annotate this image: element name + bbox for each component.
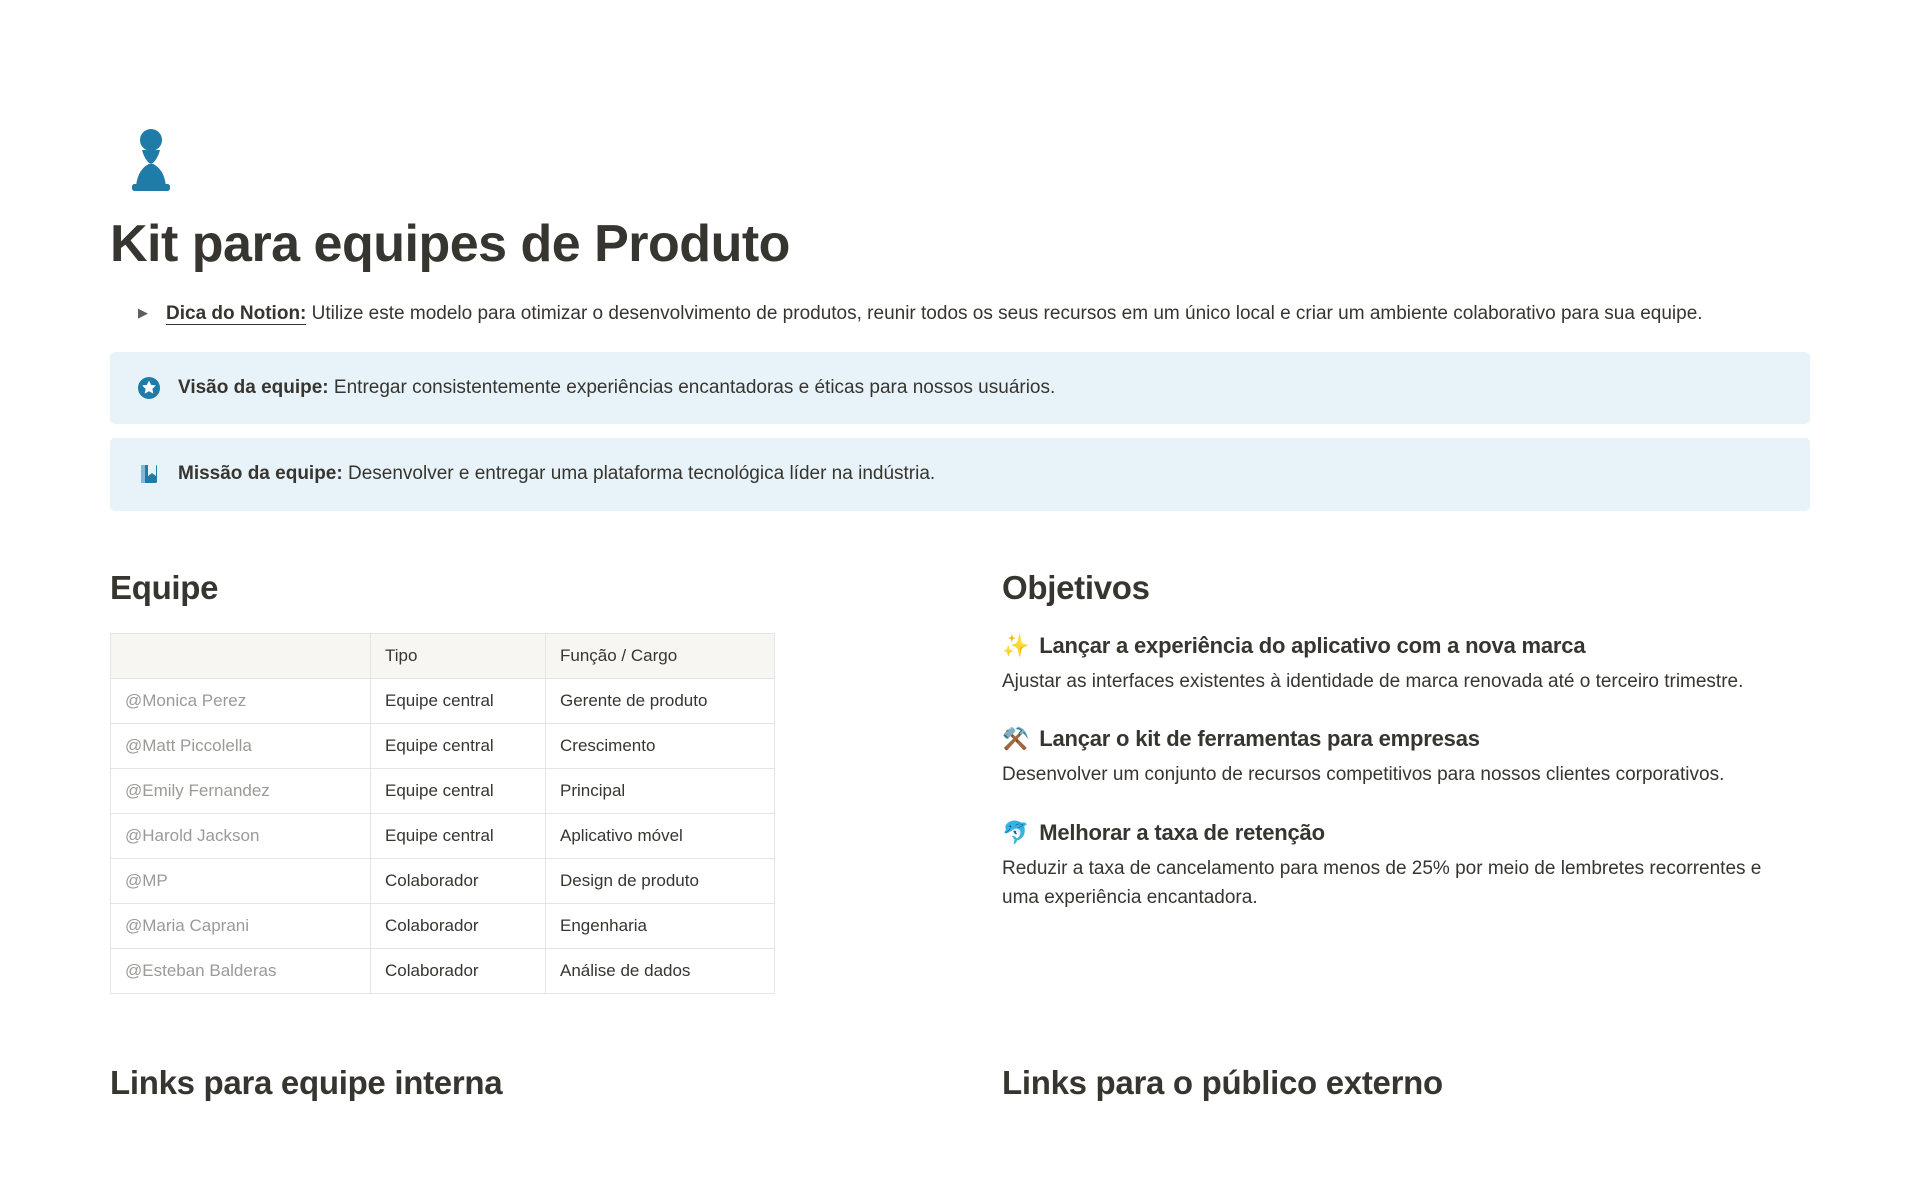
objective-title-row xyxy=(1002,633,1810,659)
table-row[interactable] xyxy=(111,813,775,858)
team-table-head xyxy=(111,633,775,678)
callout-mission-text xyxy=(178,460,935,489)
cell-type[interactable]: Colaborador xyxy=(371,948,546,993)
table-row[interactable] xyxy=(111,858,775,903)
cell-type[interactable]: Equipe central xyxy=(371,723,546,768)
objective-item xyxy=(1002,633,1810,696)
notion-tip-body: Utilize este modelo para otimizar o desenvolvimento de produtos, reunir todos os seus recursos em um único local e criar um ambiente colaborativo para sua equipe. xyxy=(306,303,1703,325)
table-row[interactable] xyxy=(111,678,775,723)
cell-role[interactable]: Análise de dados xyxy=(546,948,775,993)
objective-description: Desenvolver um conjunto de recursos competitivos para nossos clientes corporativos. xyxy=(1002,764,1725,786)
table-row[interactable] xyxy=(111,723,775,768)
cell-name[interactable]: @Emily Fernandez xyxy=(111,768,371,813)
cell-role[interactable]: Crescimento xyxy=(546,723,775,768)
cell-type[interactable]: Equipe central xyxy=(371,768,546,813)
links-columns xyxy=(110,1064,1810,1102)
chevron-right-icon[interactable]: ▶ xyxy=(138,305,148,321)
bookmark-flag-icon xyxy=(136,461,162,487)
cell-role[interactable]: Engenharia xyxy=(546,903,775,948)
cell-type[interactable]: Colaborador xyxy=(371,858,546,903)
objective-item xyxy=(1002,820,1810,913)
page-content xyxy=(110,0,1810,1102)
cell-role[interactable]: Gerente de produto xyxy=(546,678,775,723)
notion-tip-text xyxy=(166,299,1703,330)
notion-tip-toggle[interactable] xyxy=(138,299,1778,330)
chess-pawn-icon[interactable] xyxy=(112,120,190,198)
team-heading: Equipe xyxy=(110,568,219,606)
team-column xyxy=(110,569,918,994)
cell-role[interactable]: Principal xyxy=(546,768,775,813)
page-title: Kit para equipes de Produto xyxy=(110,215,790,273)
cell-type[interactable]: Equipe central xyxy=(371,813,546,858)
table-row[interactable] xyxy=(111,903,775,948)
team-table-body xyxy=(111,678,775,993)
team-table xyxy=(110,633,775,994)
objective-description: Reduzir a taxa de cancelamento para menos de 25% por meio de lembretes recorrentes e uma experiência encantadora. xyxy=(1002,857,1762,909)
cell-name[interactable]: @Maria Caprani xyxy=(111,903,371,948)
star-badge-icon xyxy=(136,375,162,401)
internal-links-column xyxy=(110,1064,918,1102)
dolphin-icon: 🐬 xyxy=(1002,819,1030,845)
objective-item xyxy=(1002,726,1810,789)
cell-name[interactable]: @Harold Jackson xyxy=(111,813,371,858)
hammer-and-pick-icon: ⚒️ xyxy=(1002,726,1030,752)
cell-type[interactable]: Colaborador xyxy=(371,903,546,948)
objective-title-row xyxy=(1002,820,1810,846)
objective-title: Lançar a experiência do aplicativo com a nova marca xyxy=(1039,632,1586,658)
callout-mission-label: Missão da equipe: xyxy=(178,463,343,485)
cell-role[interactable]: Design de produto xyxy=(546,858,775,903)
table-row[interactable] xyxy=(111,768,775,813)
notion-tip-label: Dica do Notion: xyxy=(166,303,307,325)
objective-title: Lançar o kit de ferramentas para empresas xyxy=(1039,726,1480,752)
column-header-type[interactable]: Tipo xyxy=(371,633,546,678)
internal-links-heading: Links para equipe interna xyxy=(110,1063,503,1101)
cell-type[interactable]: Equipe central xyxy=(371,678,546,723)
callout-vision-body: Entregar consistentemente experiências encantadoras e éticas para nossos usuários. xyxy=(328,376,1056,398)
cell-name[interactable]: @Monica Perez xyxy=(111,678,371,723)
objective-title-row xyxy=(1002,726,1810,752)
external-links-heading: Links para o público externo xyxy=(1002,1063,1443,1101)
objective-description: Ajustar as interfaces existentes à identidade de marca renovada até o terceiro trimestre. xyxy=(1002,670,1744,692)
column-header-role[interactable]: Função / Cargo xyxy=(546,633,775,678)
callout-vision-label: Visão da equipe: xyxy=(178,376,329,398)
objective-title: Melhorar a taxa de retenção xyxy=(1039,819,1325,845)
table-row[interactable] xyxy=(111,948,775,993)
callout-vision xyxy=(110,352,1810,425)
cell-role[interactable]: Aplicativo móvel xyxy=(546,813,775,858)
callout-vision-text xyxy=(178,374,1055,403)
main-columns xyxy=(110,569,1810,994)
objectives-heading: Objetivos xyxy=(1002,568,1150,606)
external-links-column xyxy=(1002,1064,1810,1102)
cell-name[interactable]: @MP xyxy=(111,858,371,903)
callout-mission xyxy=(110,438,1810,511)
cell-name[interactable]: @Esteban Balderas xyxy=(111,948,371,993)
callout-mission-body: Desenvolver e entregar uma plataforma tecnológica líder na indústria. xyxy=(342,463,936,485)
objectives-column xyxy=(1002,569,1810,994)
cell-name[interactable]: @Matt Piccolella xyxy=(111,723,371,768)
table-header-row xyxy=(111,633,775,678)
column-header-name[interactable] xyxy=(111,633,371,678)
sparkles-icon: ✨ xyxy=(1002,632,1030,658)
